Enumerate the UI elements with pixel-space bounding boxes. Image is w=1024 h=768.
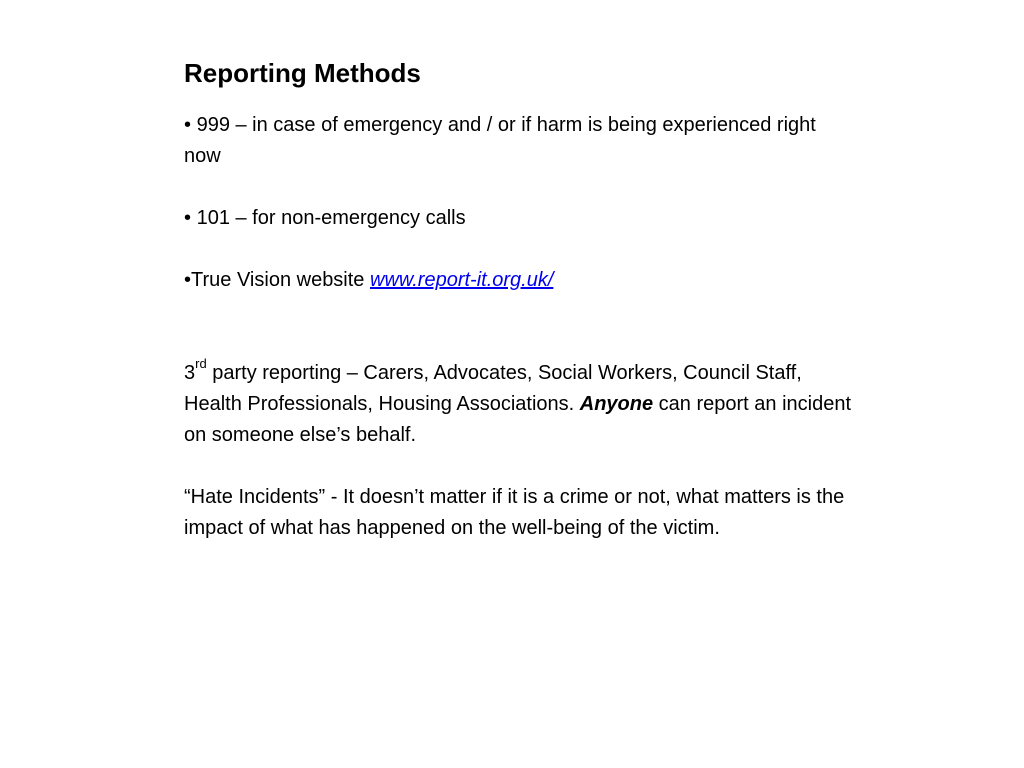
bullet-marker: • bbox=[184, 207, 192, 229]
third-party-text-1: party reporting – Carers, Advocates, Social Workers, Council Staff, Health Professionals, Housing Associations. bbox=[184, 362, 802, 415]
third-party-paragraph bbox=[184, 358, 854, 451]
bullet-true-vision-text: True Vision website bbox=[191, 269, 370, 291]
third-party-number: 3 bbox=[184, 362, 196, 384]
bullet-true-vision bbox=[184, 265, 854, 296]
bullet-marker: • bbox=[184, 114, 192, 136]
slide-content bbox=[184, 56, 854, 544]
third-party-emphasis: Anyone bbox=[579, 393, 654, 415]
bullet-emergency bbox=[184, 110, 854, 172]
third-party-text-2: can report an incident on someone else’s behalf. bbox=[184, 393, 852, 446]
slide-title: Reporting Methods bbox=[184, 58, 421, 88]
third-party-superscript: rd bbox=[195, 356, 207, 372]
bullet-non-emergency bbox=[184, 203, 854, 234]
bullet-emergency-text: 999 – in case of emergency and / or if harm is being experienced right now bbox=[184, 114, 816, 167]
report-it-link[interactable]: www.report-it.org.uk/ bbox=[370, 269, 554, 291]
bullet-marker: • bbox=[184, 269, 192, 291]
bullet-non-emergency-text: 101 – for non-emergency calls bbox=[191, 207, 466, 229]
hate-incidents-paragraph: “Hate Incidents” - It doesn’t matter if it is a crime or not, what matters is the impact of what has happened on the well-being of the victim. bbox=[184, 486, 845, 539]
